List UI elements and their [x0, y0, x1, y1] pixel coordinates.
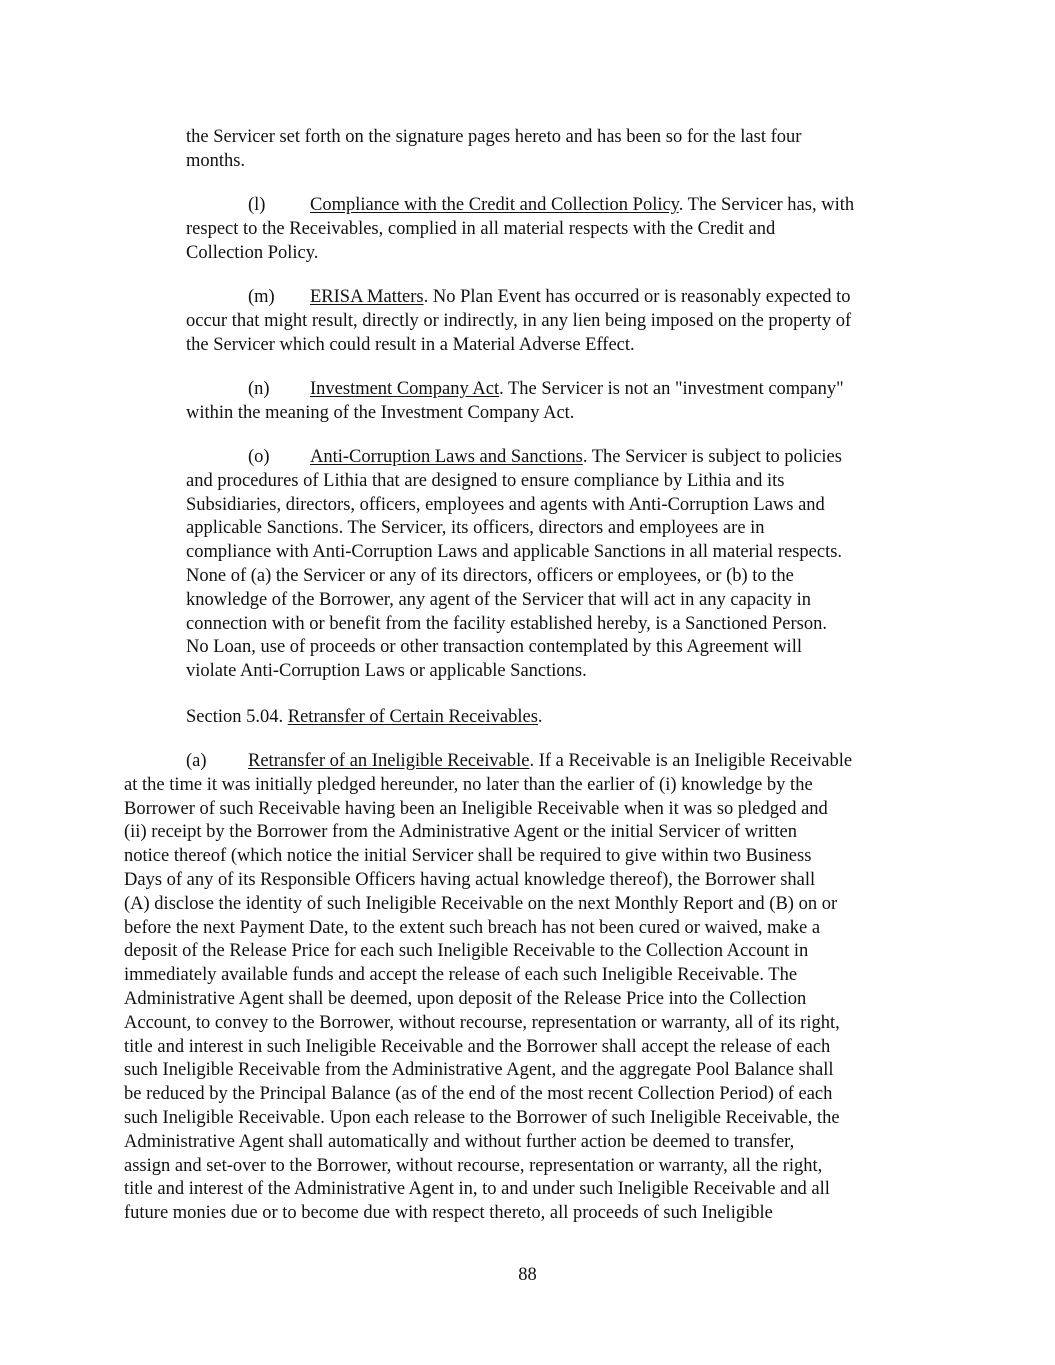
- clause-label: (m): [248, 287, 275, 307]
- text-line: at the time it was initially pledged hereunder, no later than the earlier of (i) knowledge by the: [124, 774, 813, 795]
- text-line: deposit of the Release Price for each such Ineligible Receivable to the Collection Account in: [124, 941, 809, 962]
- section-title-period: .: [537, 707, 543, 727]
- page-number: 88: [518, 1265, 537, 1285]
- clause-m: [186, 286, 851, 357]
- clause-first-line: [186, 378, 844, 402]
- section-title: Retransfer of Certain Receivables: [287, 707, 538, 727]
- text-line: the Servicer which could result in a Material Adverse Effect.: [186, 334, 635, 355]
- clause-first-line: [124, 750, 852, 774]
- text-line: notice thereof (which notice the initial Servicer shall be required to give within two Business: [124, 846, 812, 867]
- clause-heading: Retransfer of an Ineligible Receivable: [248, 751, 530, 771]
- text-line: immediately available funds and accept the release of each such Ineligible Receivable. The: [124, 965, 798, 986]
- text-line: such Ineligible Receivable. Upon each release to the Borrower of such Ineligible Receivable, the: [124, 1107, 840, 1128]
- text-line: occur that might result, directly or indirectly, in any lien being imposed on the property of: [186, 310, 852, 331]
- text-line: such Ineligible Receivable from the Administrative Agent, and the aggregate Pool Balance shall: [124, 1060, 834, 1081]
- clause-first-line: [186, 446, 842, 470]
- clause-first-line: [186, 286, 851, 310]
- clause-first-line-text: . The Servicer is not an "investment company": [499, 379, 844, 399]
- clause-label: (a): [186, 751, 207, 771]
- text-line: Days of any of its Responsible Officers having actual knowledge thereof), the Borrower shall: [124, 869, 816, 890]
- clause-a: [124, 750, 852, 1226]
- clause-label: (o): [248, 447, 270, 467]
- text-line: violate Anti-Corruption Laws or applicable Sanctions.: [186, 661, 587, 682]
- section-number: Section 5.04.: [186, 707, 288, 727]
- clause-n: [186, 378, 844, 426]
- text-line: Collection Policy.: [186, 242, 319, 263]
- text-line: months.: [186, 150, 246, 171]
- text-line: before the next Payment Date, to the extent such breach has not been cured or waived, make a: [124, 917, 821, 938]
- clause-label: (n): [248, 379, 270, 399]
- text-line: connection with or benefit from the facility established hereby, is a Sanctioned Person.: [186, 613, 827, 634]
- clause-o: [186, 446, 842, 684]
- section-heading: [186, 706, 543, 730]
- clause-label: (l): [248, 195, 266, 215]
- text-line: knowledge of the Borrower, any agent of the Servicer that will act in any capacity in: [186, 589, 811, 610]
- text-line: Administrative Agent shall automatically and without further action be deemed to transfer,: [124, 1131, 795, 1152]
- text-line: future monies due or to become due with respect thereto, all proceeds of such Ineligible: [124, 1203, 773, 1224]
- clause-first-line-text: . The Servicer has, with: [678, 195, 855, 215]
- intro-paragraph: [186, 126, 801, 174]
- text-line: (A) disclose the identity of such Ineligible Receivable on the next Monthly Report and (B) on or: [124, 893, 838, 914]
- text-line: within the meaning of the Investment Company Act.: [186, 402, 575, 423]
- text-line: assign and set-over to the Borrower, without recourse, representation or warranty, all the right,: [124, 1155, 823, 1176]
- text-line: title and interest in such Ineligible Receivable and the Borrower shall accept the release of each: [124, 1036, 831, 1057]
- clause-heading: Anti-Corruption Laws and Sanctions: [310, 447, 583, 467]
- text-line: and procedures of Lithia that are designed to ensure compliance by Lithia and its: [186, 470, 785, 491]
- text-line: No Loan, use of proceeds or other transaction contemplated by this Agreement will: [186, 637, 802, 658]
- text-line: Account, to convey to the Borrower, without recourse, representation or warranty, all of its right,: [124, 1012, 840, 1033]
- clause-heading: ERISA Matters: [310, 287, 424, 307]
- text-line: be reduced by the Principal Balance (as of the end of the most recent Collection Period) of each: [124, 1084, 833, 1105]
- clause-first-line-text: . The Servicer is subject to policies: [582, 447, 842, 467]
- text-line: None of (a) the Servicer or any of its directors, officers or employees, or (b) to the: [186, 565, 794, 586]
- section-heading-line: [186, 706, 543, 730]
- text-line: applicable Sanctions. The Servicer, its officers, directors and employees are in: [186, 518, 765, 539]
- clause-l: [186, 194, 854, 265]
- text-line: (ii) receipt by the Borrower from the Administrative Agent or the initial Servicer of written: [124, 822, 798, 843]
- text-line: respect to the Receivables, complied in all material respects with the Credit and: [186, 218, 776, 239]
- clause-heading: Investment Company Act: [310, 379, 500, 399]
- clause-heading: Compliance with the Credit and Collection Policy: [310, 195, 679, 215]
- clause-first-line-text: . No Plan Event has occurred or is reasonably expected to: [423, 287, 851, 307]
- text-line: Borrower of such Receivable having been an Ineligible Receivable when it was so pledged and: [124, 798, 828, 819]
- text-line: title and interest of the Administrative Agent in, to and under such Ineligible Receivable and all: [124, 1179, 830, 1200]
- text-line: the Servicer set forth on the signature pages hereto and has been so for the last four: [186, 127, 802, 147]
- text-line: compliance with Anti-Corruption Laws and applicable Sanctions in all material respects.: [186, 542, 843, 563]
- text-line: Subsidiaries, directors, officers, employees and agents with Anti-Corruption Laws and: [186, 494, 825, 515]
- clause-first-line-text: . If a Receivable is an Ineligible Receivable: [529, 751, 853, 771]
- clause-first-line: [186, 194, 854, 218]
- text-line: Administrative Agent shall be deemed, upon deposit of the Release Price into the Collection: [124, 988, 807, 1009]
